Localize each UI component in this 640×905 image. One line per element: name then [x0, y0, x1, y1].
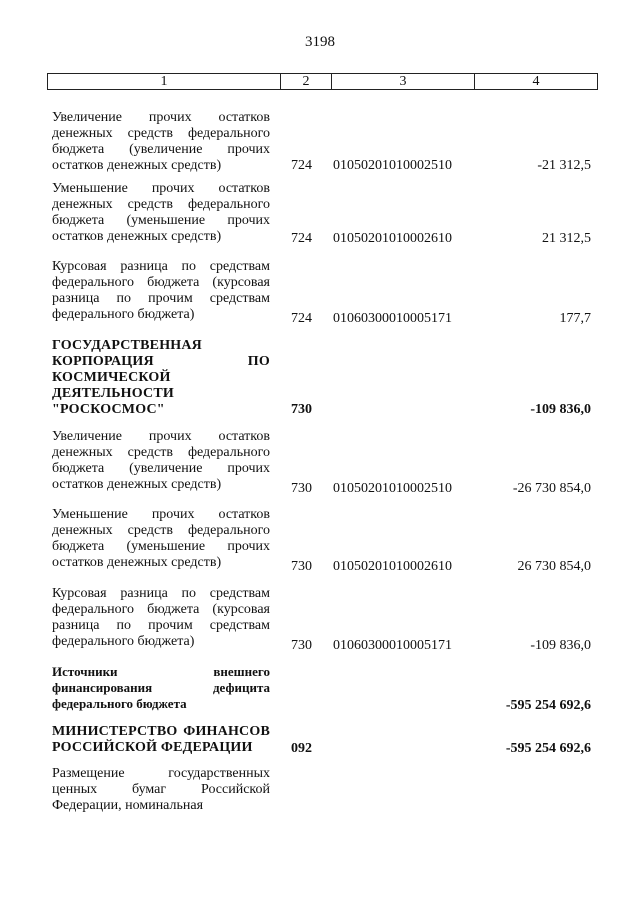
row-kbk: 01050201010002610: [333, 559, 452, 574]
row-description: Курсовая разница по средствам федерального бюджета (курсовая разница по прочим средствам федерального бюджета): [52, 259, 270, 322]
header-col-1: 1: [48, 74, 281, 89]
row-description: Увеличение прочих остатков денежных средств федерального бюджета (увеличение прочих остатков денежных средств): [52, 429, 270, 492]
row-description: МИНИСТЕРСТВО ФИНАНСОВ РОССИЙСКОЙ ФЕДЕРАЦИИ: [52, 724, 270, 755]
row-description: Увеличение прочих остатков денежных средств федерального бюджета (увеличение прочих остатков денежных средств): [52, 110, 270, 173]
page-number: 3198: [305, 34, 335, 50]
row-amount: -109 836,0: [530, 402, 591, 417]
row-kbk: 01050201010002510: [333, 158, 452, 173]
header-col-3: 3: [332, 74, 475, 89]
row-amount: -595 254 692,6: [505, 698, 591, 713]
row-amount: -595 254 692,6: [505, 741, 591, 756]
row-amount: -26 730 854,0: [512, 481, 591, 496]
row-amount: 26 730 854,0: [517, 559, 591, 574]
row-code: 724: [291, 231, 312, 246]
row-description: Уменьшение прочих остатков денежных средств федерального бюджета (уменьшение прочих остатков денежных средств): [52, 181, 270, 244]
row-code: 730: [291, 481, 312, 496]
row-amount: -109 836,0: [530, 638, 591, 653]
row-amount: -21 312,5: [537, 158, 591, 173]
row-description: Источники внешнего финансирования дефицита федерального бюджета: [52, 664, 270, 711]
row-kbk: 01060300010005171: [333, 638, 452, 653]
row-code: 730: [291, 638, 312, 653]
header-col-4: 4: [532, 74, 540, 89]
row-code: 724: [291, 311, 312, 326]
row-kbk: 01050201010002510: [333, 481, 452, 496]
row-description: Курсовая разница по средствам федерального бюджета (курсовая разница по прочим средствам федерального бюджета): [52, 586, 270, 649]
row-amount: 21 312,5: [542, 231, 591, 246]
row-code: 092: [291, 741, 312, 756]
row-amount: 177,7: [559, 311, 591, 326]
row-description: Уменьшение прочих остатков денежных средств федерального бюджета (уменьшение прочих остатков денежных средств): [52, 507, 270, 570]
row-kbk: 01060300010005171: [333, 311, 452, 326]
row-code: 730: [291, 559, 312, 574]
header-col-2: 2: [281, 74, 332, 89]
row-code: 724: [291, 158, 312, 173]
row-description: ГОСУДАРСТВЕННАЯ КОРПОРАЦИЯ ПО КОСМИЧЕСКОЙ ДЕЯТЕЛЬНОСТИ "РОСКОСМОС": [52, 338, 270, 417]
table-header: [47, 73, 598, 90]
row-code: 730: [291, 402, 312, 417]
row-description: Размещение государственных ценных бумаг Российской Федерации, номинальная: [52, 766, 270, 813]
row-kbk: 01050201010002610: [333, 231, 452, 246]
